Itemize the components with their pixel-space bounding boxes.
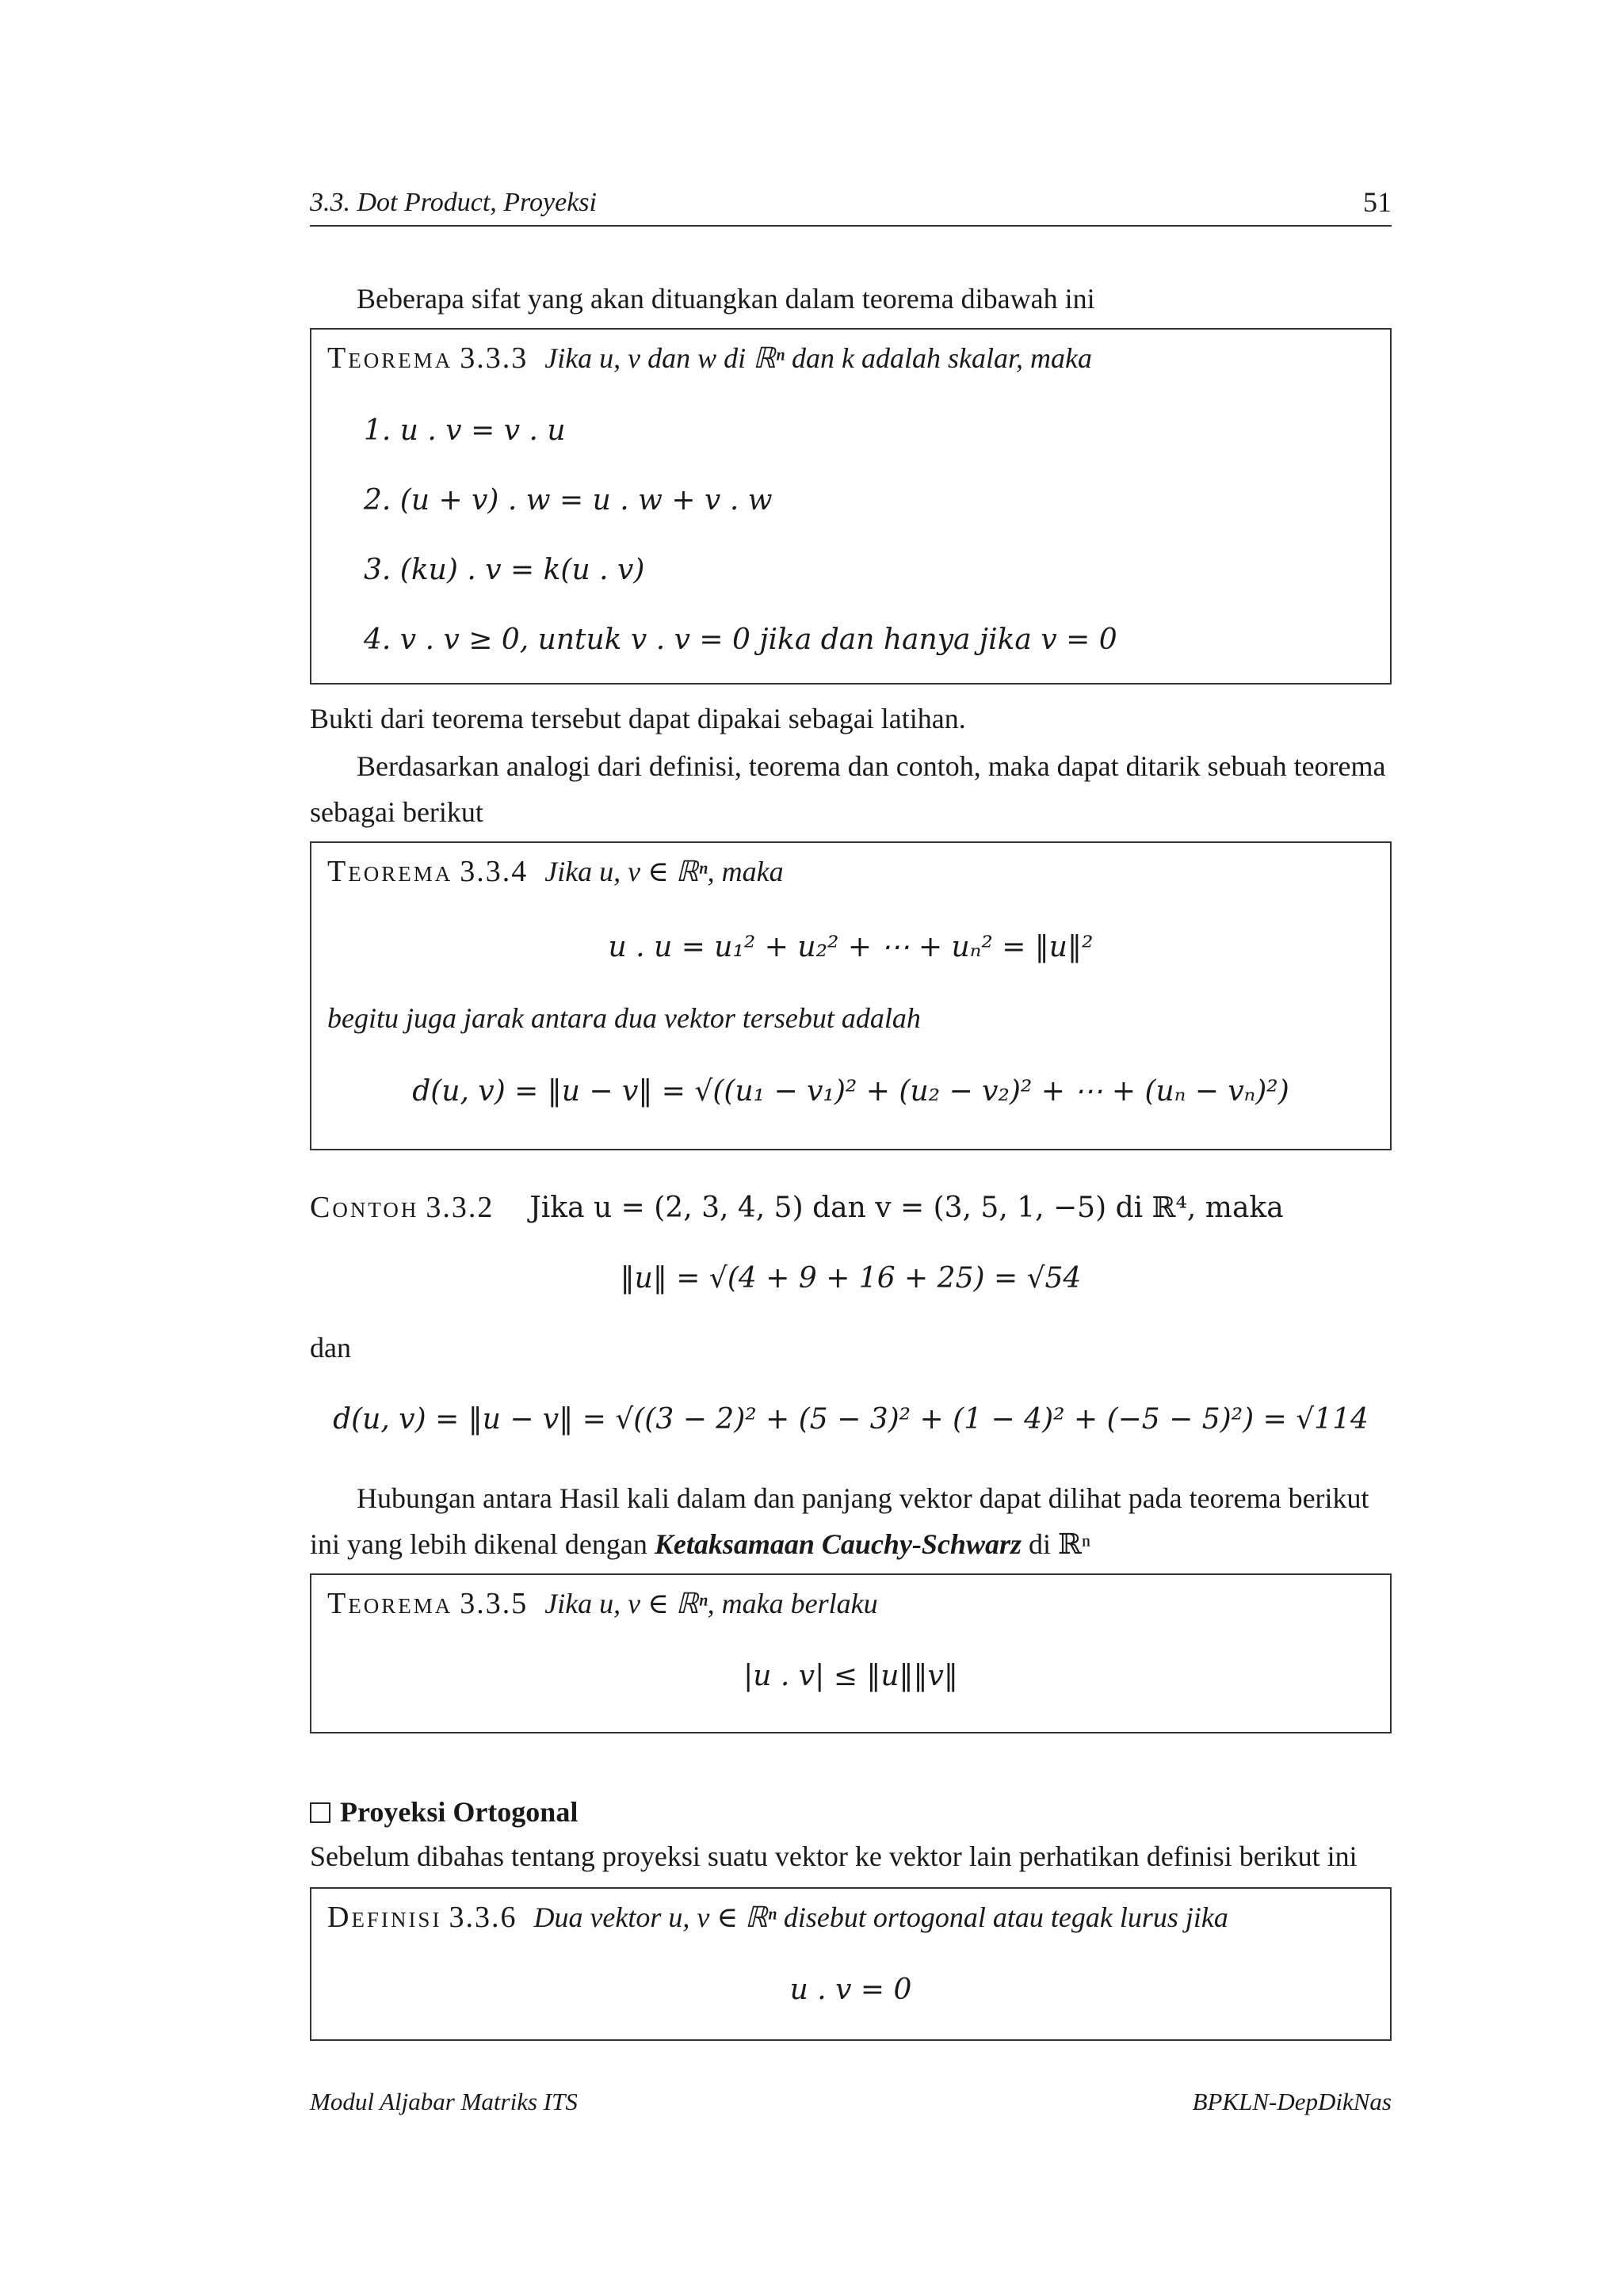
theorem-number: 3.3.4: [460, 855, 529, 888]
example-3-3-2-heading: [310, 1190, 1284, 1226]
cauchy-line-2-post: di ℝⁿ: [1021, 1528, 1091, 1560]
definition-statement: Dua vektor u, v ∈ ℝⁿ disebut ortogonal atau tegak lurus jika: [533, 1901, 1228, 1933]
definition-3-3-6-heading: [327, 1900, 1228, 1936]
theorem-label: Teorema: [327, 855, 453, 888]
example-number: 3.3.2: [426, 1191, 495, 1224]
section-heading: [310, 1795, 578, 1829]
theorem-3-3-4-box: [310, 841, 1392, 1150]
analogy-line-2: sebagai berikut: [310, 796, 483, 828]
section-title: Proyeksi Ortogonal: [340, 1796, 579, 1828]
definition-number: 3.3.6: [449, 1901, 517, 1934]
cauchy-line-2-pre: ini yang lebih dikenal dengan: [310, 1528, 655, 1560]
theorem-statement: Jika u, v ∈ ℝⁿ, maka: [544, 856, 784, 887]
theorem-statement: Jika u, v ∈ ℝⁿ, maka berlaku: [544, 1588, 878, 1619]
section-text: Sebelum dibahas tentang proyeksi suatu vektor ke vektor lain perhatikan definisi berikut ini: [310, 1840, 1358, 1872]
theorem-3-3-3-box: [310, 328, 1392, 685]
footer-right: BPKLN-DepDikNas: [1192, 2088, 1392, 2115]
intro-paragraph: Beberapa sifat yang akan dituangkan dalam teorema dibawah ini: [357, 283, 1095, 315]
theorem-number: 3.3.3: [460, 341, 529, 375]
distance-example-equation: d(u, v) = ‖u − v‖ = √((3 − 2)² + (5 − 3)² + (1 − 4)² + (−5 − 5)²) = √114: [333, 1403, 1369, 1436]
definition-3-3-6-box: [310, 1887, 1392, 2041]
norm-square-equation: u . u = u₁² + u₂² + ⋯ + uₙ² = ‖u‖²: [608, 931, 1094, 963]
theorem-item-1: 1. u . v = v . u: [364, 414, 566, 447]
theorem-number: 3.3.5: [460, 1587, 529, 1620]
cauchy-line-1: Hubungan antara Hasil kali dalam dan panjang vektor dapat dilihat pada teorema berikut: [357, 1482, 1369, 1514]
theorem-label: Teorema: [327, 341, 453, 375]
norm-example-equation: ‖u‖ = √(4 + 9 + 16 + 25) = √54: [620, 1262, 1082, 1295]
running-header: 3.3. Dot Product, Proyeksi: [310, 188, 597, 217]
footer-left: Modul Aljabar Matriks ITS: [310, 2088, 578, 2115]
theorem-statement: Jika u, v dan w di ℝⁿ dan k adalah skalar, maka: [544, 342, 1092, 374]
orthogonal-equation: u . v = 0: [789, 1974, 912, 2006]
theorem-item-4: 4. v . v ≥ 0, untuk v . v = 0 jika dan hanya jika v = 0: [364, 624, 1117, 656]
proof-note: Bukti dari teorema tersebut dapat dipakai sebagai latihan.: [310, 703, 966, 734]
distance-intro: begitu juga jarak antara dua vektor tersebut adalah: [327, 1002, 921, 1034]
square-bullet-icon: [310, 1802, 330, 1823]
dan-text: dan: [310, 1332, 351, 1363]
example-statement: Jika u = (2, 3, 4, 5) dan v = (3, 5, 1, −5) di ℝ⁴, maka: [529, 1192, 1284, 1224]
definition-label: Definisi: [327, 1901, 442, 1934]
theorem-label: Teorema: [327, 1587, 453, 1620]
analogy-line-1: Berdasarkan analogi dari definisi, teorema dan contoh, maka dapat ditarik sebuah teorema: [357, 750, 1386, 782]
theorem-3-3-3-heading: [327, 341, 1092, 377]
distance-equation: d(u, v) = ‖u − v‖ = √((u₁ − v₁)² + (u₂ − v₂)² + ⋯ + (uₙ − vₙ)²): [412, 1075, 1289, 1108]
theorem-3-3-5-heading: [327, 1586, 878, 1623]
header-rule: [310, 225, 1392, 227]
example-label: Contoh: [310, 1191, 419, 1224]
page-number: 51: [1363, 186, 1392, 218]
theorem-item-2: 2. (u + v) . w = u . w + v . w: [364, 484, 773, 517]
cauchy-schwarz-equation: |u . v| ≤ ‖u‖‖v‖: [743, 1660, 958, 1692]
theorem-3-3-4-heading: [327, 854, 784, 891]
theorem-3-3-5-box: [310, 1573, 1392, 1733]
theorem-item-3: 3. (ku) . v = k(u . v): [364, 554, 645, 586]
cauchy-schwarz-term: Ketaksamaan Cauchy-Schwarz: [654, 1528, 1022, 1560]
cauchy-line-2: [310, 1527, 1090, 1562]
